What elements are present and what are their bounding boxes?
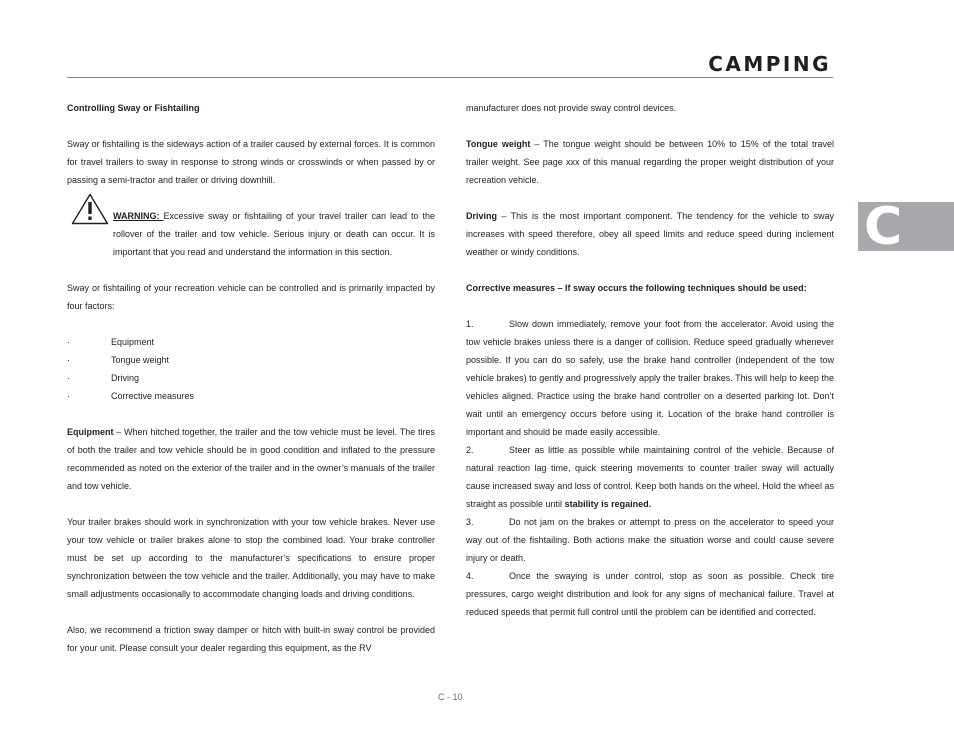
bullet-marker: · — [67, 391, 70, 401]
step-1 — [466, 315, 834, 441]
brakes-paragraph: Your trailer brakes should work in synchronization with your tow vehicle brakes. Never use your tow vehicle or trailer brakes alone to stop the combined load. Your brake controller must be set up according to the manufacturer’s specifications to ensure proper synchronization between the tow vehicle and the trailer. Additionally, you may have to make small adjustments occasionally to accommodate changing loads and driving conditions. — [67, 517, 435, 599]
driving-text: – This is the most important component. The tendency for the vehicle to sway increases with speed therefore, obey all speed limits and reduce speed during inclement weather or windy conditions. — [466, 211, 834, 257]
step-number: 1. — [466, 319, 474, 329]
header-rule — [67, 77, 833, 78]
step-number: 3. — [466, 517, 474, 527]
step-2 — [466, 441, 834, 513]
list-item — [67, 333, 435, 351]
right-column — [466, 99, 834, 621]
factor-driving: Driving — [111, 373, 140, 383]
step-text: Steer as little as possible while maintaining control of the vehicle. Because of natural reaction lag time, quick steering movements to counter trailer sway will actually cause increased sway and loss of control. Keep both hands on the wheel. Hold the wheel as straight as possible until — [466, 445, 834, 509]
equipment-label: Equipment — [67, 427, 114, 437]
page-number: C - 10 — [438, 692, 463, 702]
step-4 — [466, 567, 834, 621]
step-3 — [466, 513, 834, 567]
driving-paragraph — [466, 207, 834, 261]
warning-block — [67, 207, 435, 261]
factors-intro: Sway or fishtailing of your recreation vehicle can be controlled and is primarily impacted by four factors: — [67, 283, 435, 311]
section-title: CAMPING — [708, 52, 831, 76]
damper-paragraph: Also, we recommend a friction sway damper or hitch with built-in sway control be provided for your unit. Please consult your dealer regarding this equipment, as the RV — [67, 625, 435, 653]
corrective-heading: Corrective measures – If sway occurs the following techniques should be used: — [466, 283, 807, 293]
bullet-marker: · — [67, 337, 70, 347]
continuation-paragraph: manufacturer does not provide sway control devices. — [466, 103, 677, 113]
step-number: 4. — [466, 571, 474, 581]
warning-paragraph — [67, 207, 435, 261]
factor-equipment: Equipment — [111, 337, 155, 347]
warning-label: WARNING: — [113, 211, 164, 221]
step-text: Once the swaying is under control, stop as soon as possible. Check tire pressures, cargo weight distribution and look for any signs of mechanical failure. Travel at reduced speeds that permit full control until the problem can be identified and corrected. — [466, 571, 834, 617]
factor-corrective-measures: Corrective measures — [111, 391, 195, 401]
driving-label: Driving — [466, 211, 498, 221]
intro-paragraph: Sway or fishtailing is the sideways action of a trailer caused by external forces. It is common for travel trailers to sway in response to strong winds or crosswinds or when passed by or passing a semi-tractor and trailer or driving downhill. — [67, 139, 435, 185]
step-text: Do not jam on the brakes or attempt to press on the accelerator to speed your way out of the fishtailing. Both actions make the situation worse and could cause severe injury or death. — [466, 517, 834, 563]
step-text: Slow down immediately, remove your foot from the accelerator. Avoid using the tow vehicle brakes unless there is a danger of collision. Reduce speed gradually whenever possible. If you can do so safely, use the brake hand controller (independent of the tow vehicle brakes) to gently and progressively apply the trailer brakes. This will help to keep the vehicles aligned. Practice using the brake hand controller on a deserted parking lot. Don’t wait until an emergency occurs before using it. Location of the brake hand controller is important and should be made easily accessible. — [466, 319, 834, 437]
bullet-marker: · — [67, 355, 70, 365]
equipment-text: – When hitched together, the trailer and the tow vehicle must be level. The tires of both the trailer and tow vehicle should be in good condition and inflated to the pressure recommended as noted on the exterior of the trailer and in the owner’s manuals of the trailer and tow vehicle. — [67, 427, 435, 491]
section-tab-letter: C — [864, 197, 903, 257]
section-tab — [858, 197, 954, 257]
section-heading: Controlling Sway or Fishtailing — [67, 103, 200, 113]
tongue-weight-text: – The tongue weight should be between 10% to 15% of the total travel trailer weight. See page xxx of this manual regarding the proper weight distribution of your recreation vehicle. — [466, 139, 835, 185]
list-item — [67, 369, 435, 387]
bullet-marker: · — [67, 373, 70, 383]
warning-text: Excessive sway or fishtailing of your travel trailer can lead to the rollover of the trailer and tow vehicle. Serious injury or death can occur. It is important that you read and understand the information in this section. — [113, 211, 435, 257]
step-number: 2. — [466, 445, 474, 455]
factor-tongue-weight: Tongue weight — [111, 355, 170, 365]
tongue-weight-label: Tongue weight — [466, 139, 531, 149]
left-column — [67, 99, 435, 657]
factors-list — [67, 333, 435, 405]
step-emphasis: stability is regained. — [564, 499, 652, 509]
warning-triangle-icon — [71, 193, 109, 225]
list-item — [67, 351, 435, 369]
tongue-weight-paragraph — [466, 135, 834, 189]
list-item — [67, 387, 435, 405]
equipment-paragraph — [67, 423, 435, 495]
